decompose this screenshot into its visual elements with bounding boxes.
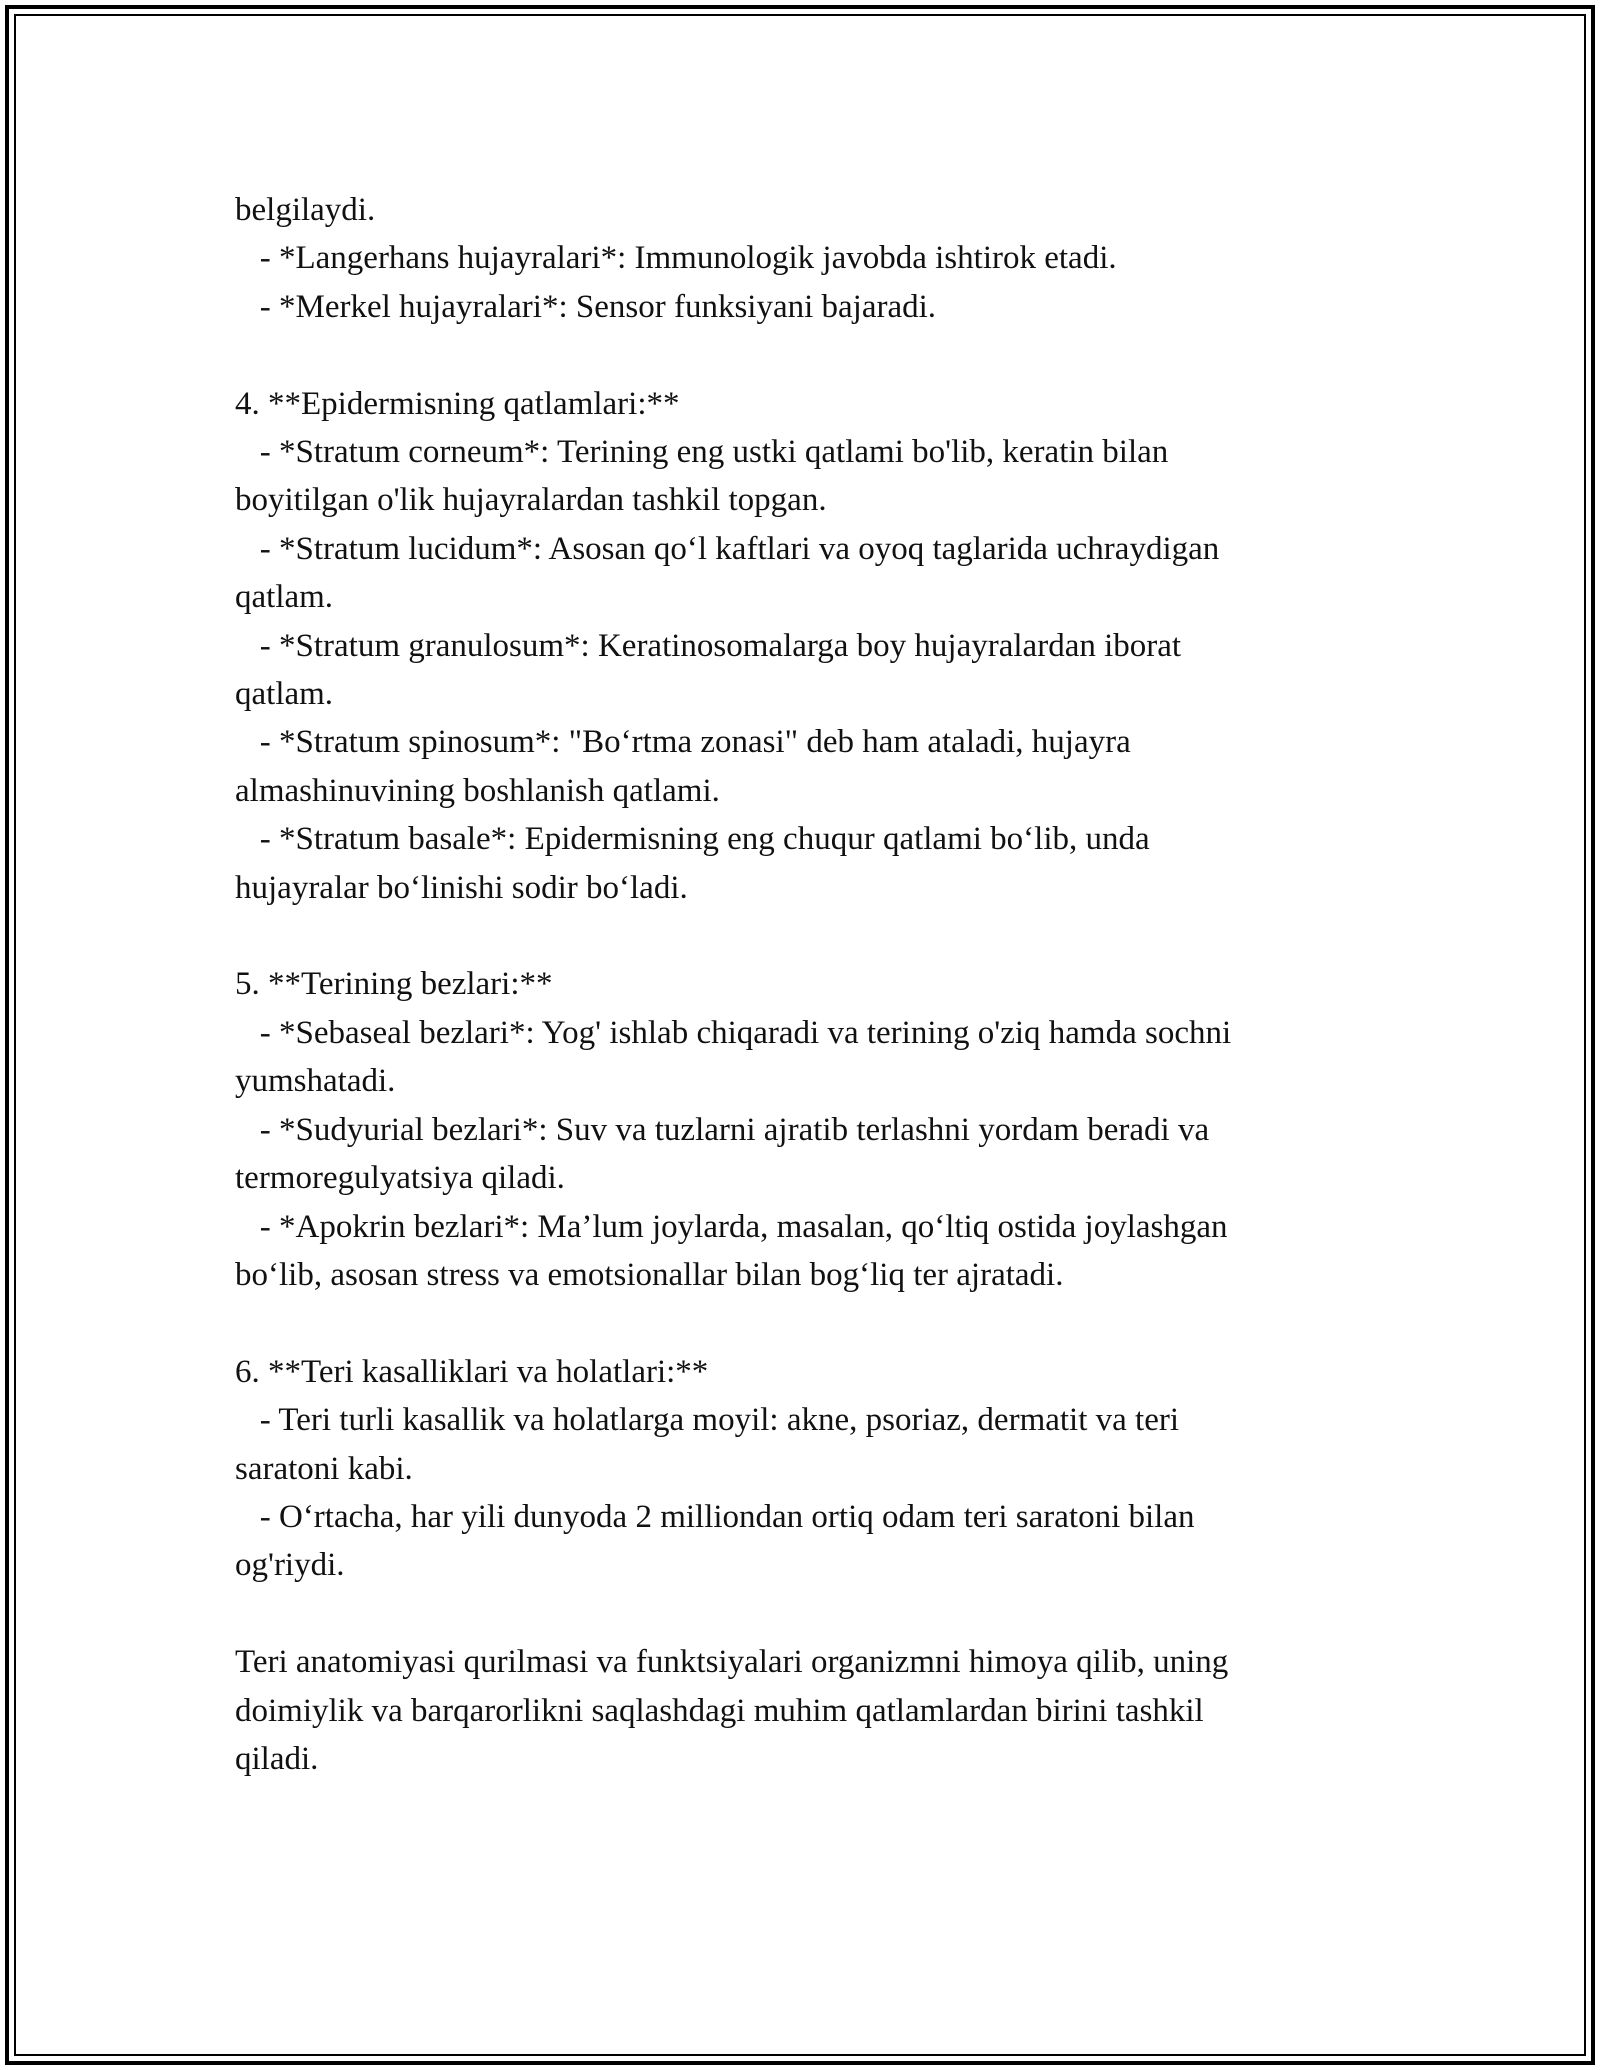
- section-skin-glands: [235, 960, 1375, 1299]
- intro-tail: [235, 186, 1375, 331]
- text-line: - *Stratum granulosum*: Keratinosomalarga boy hujayralardan iborat: [235, 627, 1182, 664]
- text-line: saratoni kabi.: [235, 1450, 413, 1487]
- section-heading: 4. **Epidermisning qatlamlari:**: [235, 385, 680, 422]
- section-skin-diseases: [235, 1348, 1375, 1590]
- text-line: - *Stratum spinosum*: "Bo‘rtma zonasi" deb ham ataladi, hujayra: [235, 724, 1131, 761]
- text-line: termoregulyatsiya qiladi.: [235, 1160, 565, 1197]
- document-body: [235, 186, 1375, 1783]
- text-line: almashinuvining boshlanish qatlami.: [235, 772, 720, 809]
- text-line: hujayralar bo‘linishi sodir bo‘ladi.: [235, 869, 688, 906]
- section-heading: 5. **Terining bezlari:**: [235, 966, 553, 1003]
- text-line: belgilaydi.: [235, 192, 376, 228]
- text-line: boyitilgan o'lik hujayralardan tashkil topgan.: [235, 482, 827, 519]
- text-line: - *Sudyurial bezlari*: Suv va tuzlarni ajratib terlashni yordam beradi va: [235, 1111, 1210, 1148]
- text-line: - *Stratum corneum*: Terining eng ustki qatlami bo'lib, keratin bilan: [235, 434, 1169, 471]
- bullet-merkel: - *Merkel hujayralari*: Sensor funksiyani bajaradi.: [235, 288, 937, 325]
- bullet-langerhans: - *Langerhans hujayralari*: Immunologik javobda ishtirok etadi.: [235, 240, 1117, 277]
- text-line: - *Apokrin bezlari*: Ma’lum joylarda, masalan, qo‘ltiq ostida joylashgan: [235, 1208, 1228, 1245]
- text-line: - O‘rtacha, har yili dunyoda 2 milliondan ortiq odam teri saratoni bilan: [235, 1498, 1195, 1535]
- text-line: og'riydi.: [235, 1547, 345, 1584]
- text-line: - *Stratum lucidum*: Asosan qo‘l kaftlari va oyoq taglarida uchraydigan: [235, 530, 1220, 567]
- paragraph-gap: [235, 912, 1375, 960]
- section-epidermis-layers: [235, 380, 1375, 912]
- text-line: qatlam.: [235, 579, 334, 616]
- text-line: qatlam.: [235, 676, 334, 713]
- text-line: - *Stratum basale*: Epidermisning eng chuqur qatlami bo‘lib, unda: [235, 821, 1150, 858]
- text-line: Teri anatomiyasi qurilmasi va funktsiyalari organizmni himoya qilib, uning: [235, 1644, 1229, 1681]
- paragraph-gap: [235, 1590, 1375, 1638]
- text-line: bo‘lib, asosan stress va emotsionallar bilan bog‘liq ter ajratadi.: [235, 1256, 1064, 1293]
- section-heading: 6. **Teri kasalliklari va holatlari:**: [235, 1353, 709, 1390]
- text-line: yumshatadi.: [235, 1063, 396, 1100]
- text-line: doimiylik va barqarorlikni saqlashdagi muhim qatlamlardan birini tashkil: [235, 1692, 1204, 1729]
- paragraph-gap: [235, 331, 1375, 379]
- conclusion-paragraph: [235, 1638, 1375, 1783]
- text-line: - Teri turli kasallik va holatlarga moyil: akne, psoriaz, dermatit va teri: [235, 1402, 1180, 1439]
- text-line: qiladi.: [235, 1740, 319, 1777]
- paragraph-gap: [235, 1299, 1375, 1347]
- text-line: - *Sebaseal bezlari*: Yog' ishlab chiqaradi va terining o'ziq hamda sochni: [235, 1014, 1232, 1051]
